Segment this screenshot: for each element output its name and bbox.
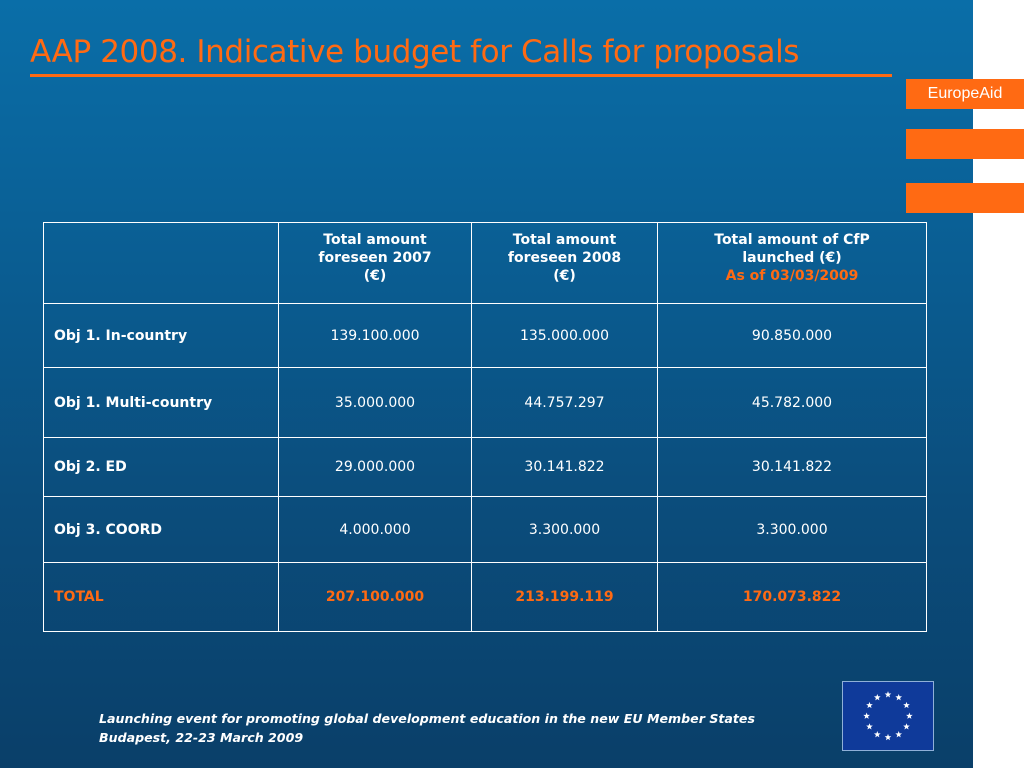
table-total-row: [44, 563, 927, 632]
cell-2008: 44.757.297: [472, 368, 658, 438]
cell-2008: 213.199.119: [472, 563, 658, 632]
europeaid-logo: EuropeAid: [906, 79, 1024, 109]
header-empty-cell: [44, 223, 279, 304]
flag-star: [906, 713, 913, 719]
flag-star: [885, 734, 892, 740]
eu-flag-icon: [842, 681, 934, 751]
row-label: Obj 1. Multi-country: [44, 368, 279, 438]
cell-2007: 4.000.000: [279, 497, 472, 563]
cell-2008: 135.000.000: [472, 304, 658, 368]
flag-star: [903, 702, 910, 708]
flag-star: [885, 691, 892, 697]
footer-place-date-line: Budapest, 22-23 March 2009: [99, 730, 304, 745]
decorative-orange-bar: [906, 129, 1024, 159]
cell-cfp: 170.073.822: [658, 563, 927, 632]
flag-star: [866, 702, 873, 708]
row-label: TOTAL: [44, 563, 279, 632]
cell-2007: 35.000.000: [279, 368, 472, 438]
flag-star: [866, 723, 873, 729]
flag-star: [895, 731, 902, 737]
row-label: Obj 1. In-country: [44, 304, 279, 368]
cell-2008: 3.300.000: [472, 497, 658, 563]
cell-cfp: 30.141.822: [658, 438, 927, 497]
table-row: [44, 304, 927, 368]
flag-star: [874, 731, 881, 737]
title-underline: [30, 74, 892, 77]
cell-cfp: 45.782.000: [658, 368, 927, 438]
cell-2008: 30.141.822: [472, 438, 658, 497]
table-header-row: [44, 223, 927, 304]
table-row: [44, 368, 927, 438]
row-label: Obj 2. ED: [44, 438, 279, 497]
decorative-orange-bar: [906, 183, 1024, 213]
header-as-of-date: As of 03/03/2009: [725, 268, 859, 284]
slide-title: AAP 2008. Indicative budget for Calls for proposals: [30, 34, 800, 70]
flag-star: [895, 694, 902, 700]
cell-cfp: 90.850.000: [658, 304, 927, 368]
table-row: [44, 497, 927, 563]
header-cfp-launched: Total amount of CfP launched (€) As of 03/03/2009: [658, 223, 927, 304]
cell-2007: 207.100.000: [279, 563, 472, 632]
flag-star: [874, 694, 881, 700]
cell-cfp: 3.300.000: [658, 497, 927, 563]
footer-text: [99, 709, 755, 747]
header-foreseen-2007: Total amount foreseen 2007 (€): [279, 223, 472, 304]
footer-event-line: Launching event for promoting global development education in the new EU Member States: [99, 711, 755, 726]
table-row: [44, 438, 927, 497]
flag-star: [863, 713, 870, 719]
cell-2007: 29.000.000: [279, 438, 472, 497]
flag-star: [903, 723, 910, 729]
row-label: Obj 3. COORD: [44, 497, 279, 563]
right-margin-strip: [973, 0, 1024, 768]
header-foreseen-2008: Total amount foreseen 2008 (€): [472, 223, 658, 304]
cell-2007: 139.100.000: [279, 304, 472, 368]
budget-table: [43, 222, 927, 632]
